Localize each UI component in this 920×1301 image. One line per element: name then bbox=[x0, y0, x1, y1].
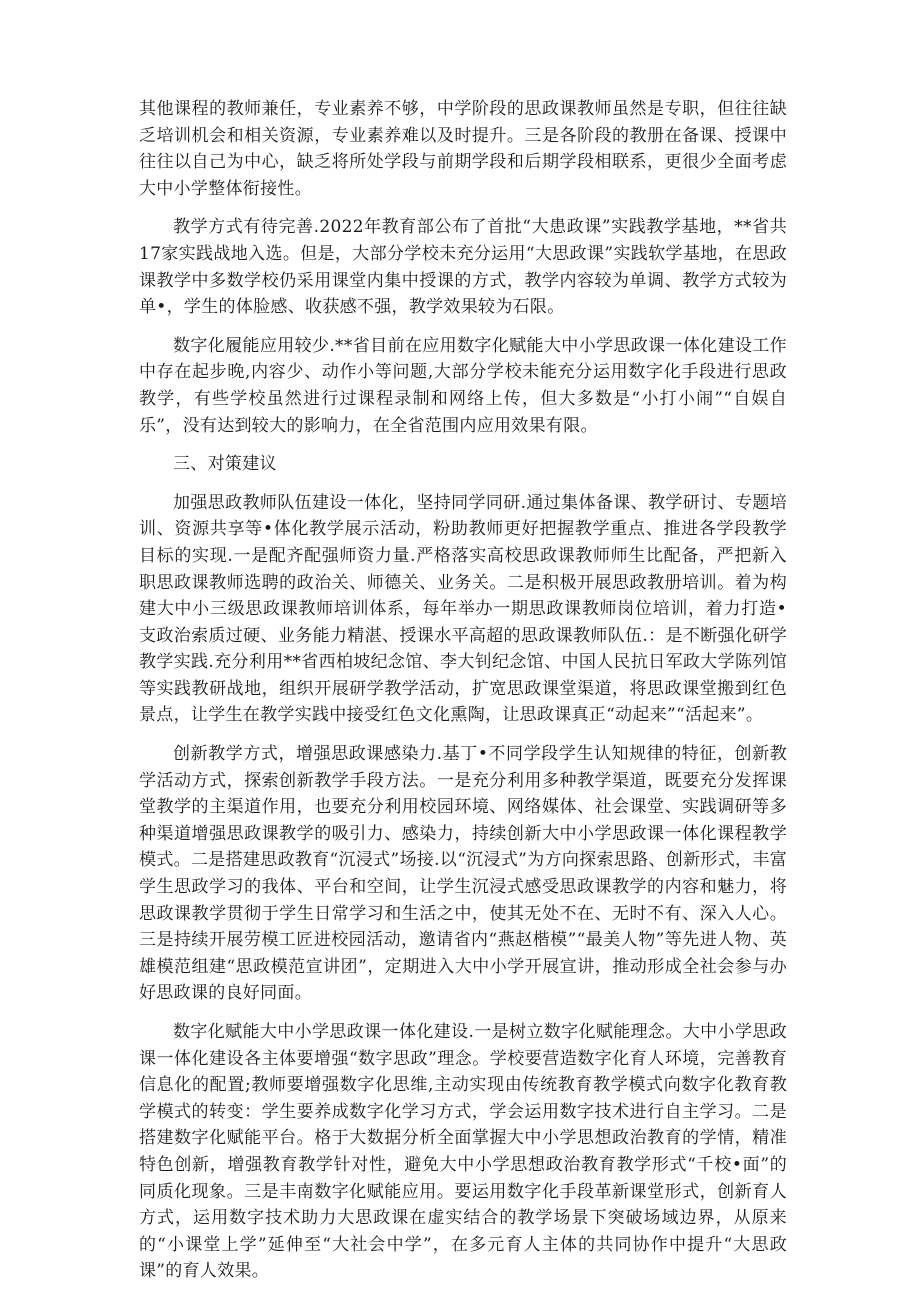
section-heading-countermeasures: 三、对策建议 bbox=[173, 454, 277, 475]
paragraph-digital-application: 数字化履能应用较少.**省目前在应用数字化赋能大中小学思政课一体化建设工作中存在起步晚,内容少、动作小等问题,大部分学校未能充分运用数字化手段进行思政教学，有些学校虽然进行过课程录制和网络上传，但大多数是“小打小闹”“自娱自乐”，没有达到较大的影响力，在全省范围内应用效果有限。 bbox=[139, 335, 787, 436]
paragraph-teaching-method: 教学方式有待完善.2022年教育部公布了首批“大患政课”实践教学基地，**省共17家实践战地入选。但是，大部分学校未充分运用“大思政课”实践软学基地，在思政课教学中多数学校仍采用课堂内集中授课的方式，教学内容较为单调、教学方式较为单•，学生的体脸感、收获感不强，教学效果较为石限。 bbox=[139, 217, 787, 318]
paragraph-digital-empowerment: 数字化赋能大中小学思政课一体化建设.一是树立数字化赋能理念。大中小学思政课一体化建设各主体要增强“数字思政”理念。学校要营造数字化育人环境，完善教育信息化的配置;教师要增强数字化思维,主动实现由传统教育教学模式向数字化教育教学模式的转变：学生要养成数字化学习方式，学会运用数字技术进行自主学习。二是搭建数字化赋能平台。格于大数据分析全面掌握大中小学思想政治教育的学情，精准特色创新，增强教育教学针对性，避免大中小学思想政治教育教学形式“千校•面”的同质化现象。三是丰南数字化赋能应用。要运用数字化手段革新课堂形式，创新育人方式，运用数字技术助力大思政课在虚实结合的教学场景下突破场域边界，从原来的“小课堂上学”延伸至“大社会中学”，在多元育人主体的共同协作中提升“大思政课”的育人效果。 bbox=[139, 1022, 787, 1282]
document-page bbox=[139, 96, 787, 1297]
paragraph-teacher-team: 加强思政教师队伍建设一体化，坚持同学同研.通过集体备课、教学研讨、专题培训、资源共享等•体化教学展示活动，粉助教师更好把握教学重点、推进各学段教学目标的实现.一是配齐配强师资力量.严格落实高校思政课教师师生比配备，严把新入职思政课教师选聘的政治关、师德关、业务关。二是积极开展思政教册培训。着为构建大中小三级思政课教师培训体系，每年举办一期思政课教师岗位培训，着力打造•支政治索质过硬、业务能力精湛、授课水平高超的思政课教师队伍.：是不断强化研学教学实践.充分利用**省西柏坡纪念馆、李大钊纪念馆、中国人民抗日军政大学陈列馆等实践教研战地，组织开展研学教学活动，扩宽思政课堂渠道，将思政课堂搬到红色景点，让学生在教学实践中接受红色文化熏陶，让思政课真正“动起来”“活起来”。 bbox=[139, 492, 787, 726]
paragraph-innovation: 创新教学方式，增强思政课感染力.基丁•不同学段学生认知规律的特征，创新教学活动方式，探索创新教学手段方法。一是充分利用多种教学渠道，既要充分发挥课堂教学的主渠道作用，也要充分利用校园环境、网络媒体、社会课堂、实践调研等多种渠道增强思政课教学的吸引力、感染力，持续创新大中小学思政课一体化课程教学模式。二是搭建思政教育“沉浸式”场接.以“沉浸式”为方向探索思路、创新形式，丰富学生思政学习的我体、平台和空间，让学生沉浸式感受思政课教学的内容和魅力，将思政课教学贯彻于学生日常学习和生活之中，使其无处不在、无时不有、深入人心。三是持续开展劳模工匠进校园活动，邀请省内“燕赵楷模”“最美人物”等先进人物、英雄模范组建“思政模范宣讲团”，定期进入大中小学开展宣讲，推动形成全社会参与办好思政课的良好同面。 bbox=[139, 744, 787, 1004]
paragraph-continuation: 其他课程的教师兼任，专业素养不够，中学阶段的思政课教师虽然是专职，但往往缺乏培训机会和相关资源，专业素养难以及时提升。三是各阶段的教册在备课、授课中往往以自己为中心，缺乏将所处学段与前期学段和后期学段相联系，更很少全面考虑大中小学整体衔接性。 bbox=[139, 99, 787, 199]
